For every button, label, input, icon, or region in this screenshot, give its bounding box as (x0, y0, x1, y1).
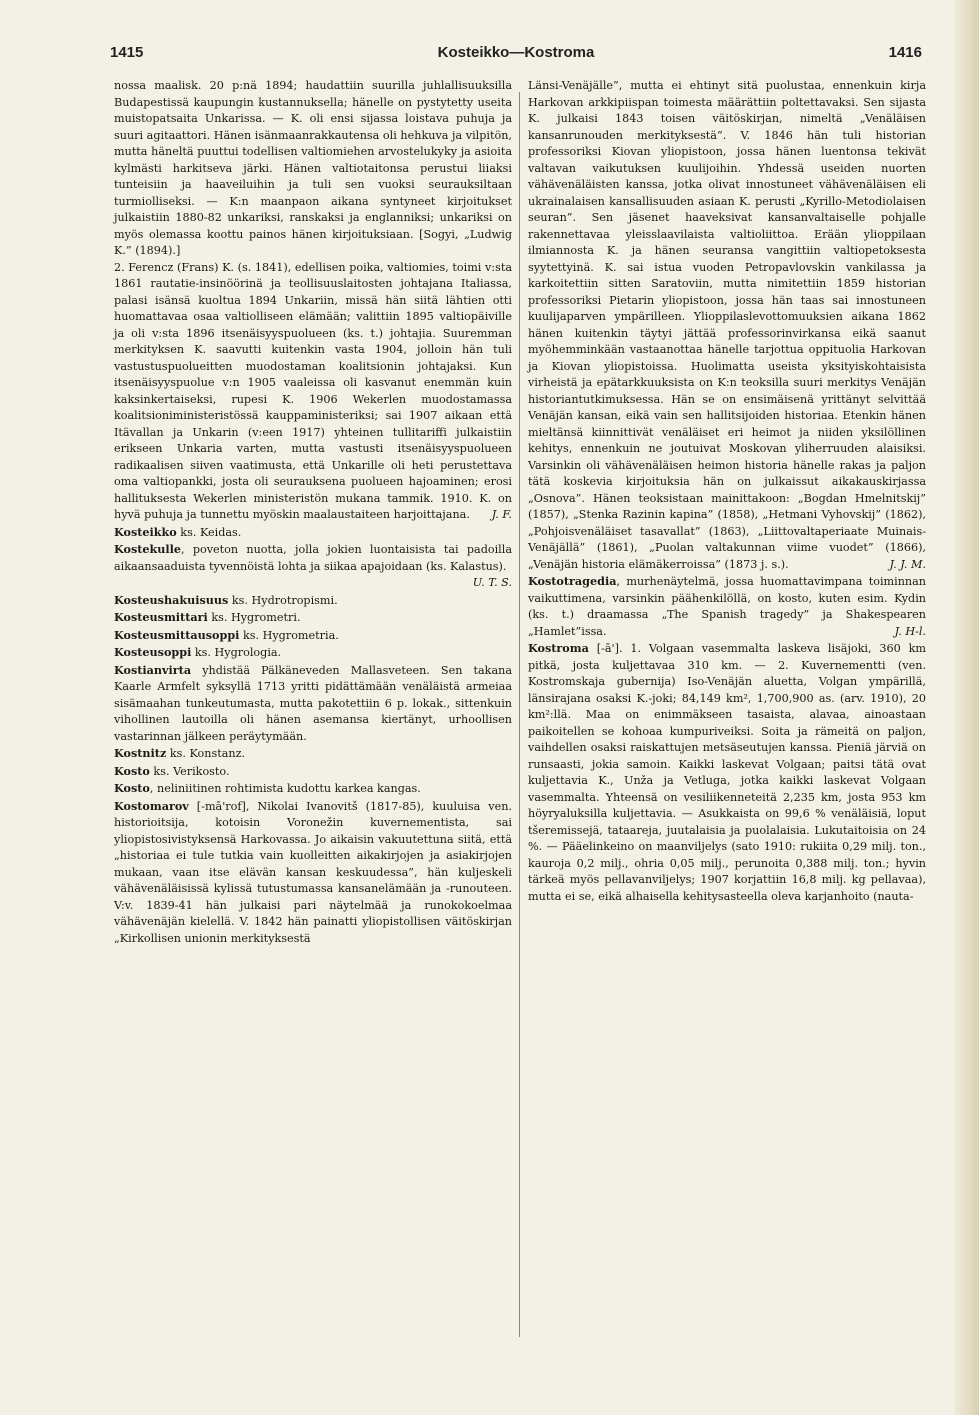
article-entry (114, 763, 512, 781)
entry-headword: Kostnitz (114, 746, 167, 760)
article-entry (114, 745, 512, 763)
article-entry (114, 644, 512, 662)
article-entry (114, 78, 512, 260)
author-signature: J. F. (491, 508, 512, 521)
entry-text: nossa maalisk. 20 p:nä 1894; haudattiin suurilla juhlallisuuksilla Budapestissä kaupungin kustannuksella; hänelle on pystytetty useita muistopatsaita Unkarissa. — K. oli ensi sijassa loistava puhuja ja suuri agitaattori. Hänen isänmaanrakkautensa oli hehkuva ja vilpitön, mutta häneltä puuttui todellisen valtiomiehen arvostelukyky ja asioita kylmästi harkitseva järki. Hänen valtiotaitonsa perustui liiaksi tunteisiin ja haaveiluihin ja tuli sen vuoksi seurauksiltaan turmiolliseksi. — K:n maanpaon aikana syntyneet kirjoitukset julkaistiin 1880-82 unkariksi, ranskaksi ja englanniksi; unkariksi on myös olemassa koottu painos hänen kirjoituksiaan. [Sogyi, „Ludwig K.” (1894).] (114, 79, 512, 257)
entry-text: ks. Keidas. (176, 525, 242, 539)
entry-headword: Kostroma (528, 641, 589, 655)
page-number-left: 1415 (110, 44, 144, 61)
entry-headword: Kosteusoppi (114, 645, 192, 659)
article-entry (528, 640, 926, 905)
article-entry (114, 541, 512, 592)
entry-text: , murhenäytelmä, jossa huomattavimpana toiminnan vaikuttimena, varsinkin päähenkilöllä, on kosto, kuten esim. Kydin (ks. t.) draamassa „The Spanish tragedy” ja Shakespearen „Hamlet”issa. (528, 575, 926, 638)
left-column (114, 78, 512, 947)
entry-headword: Kosto (114, 781, 150, 795)
entry-headword: Kosto (114, 763, 150, 778)
entry-headword: Kostomarov (114, 798, 189, 813)
entry-headword: Kosteushakuisuus (114, 592, 229, 607)
author-signature: J. J. M. (889, 557, 926, 571)
entry-headword: Kosteusmittari (114, 610, 208, 624)
entry-text: ks. Verikosto. (149, 764, 230, 778)
page-header (110, 44, 922, 66)
entry-text: ks. Hydrotropismi. (228, 593, 338, 607)
article-entry (114, 609, 512, 627)
author-signature: U. T. S. (472, 576, 512, 589)
entry-text: ks. Hygrologia. (191, 646, 282, 659)
entry-headword: Kostianvirta (114, 662, 192, 677)
page-edge (955, 0, 979, 1415)
article-entry (114, 524, 512, 542)
article-entry (528, 573, 926, 640)
column-divider (519, 92, 520, 1337)
article-entry (114, 260, 512, 524)
entry-text: yhdistää Pälkäneveden Mallasveteen. Sen takana Kaarle Armfelt syksyllä 1713 yritti pidättämään venäläistä armeiaa sisämaahan tunkeutumasta, mutta pakotettiin 6 p. lokak., sittenkuin vihollinen lautoilla oli hänen asemansa kiertänyt, urhoollisen vastarinnan jälkeen peräytymään. (114, 663, 512, 743)
entry-text: ks. Hygrometria. (239, 628, 339, 642)
entry-text: 2. Ferencz (Frans) K. (s. 1841), edellisen poika, valtiomies, toimi v:sta 1861 rautatie-insinöörinä ja teollisuuslaitosten johtajana Italiassa, palasi isänsä kuoltua 1894 Unkariin, missä hän siitä lähtien otti huomattavaa osaa valtiolliseen elämään; valittiin 1895 valtiopäiville ja oli v:sta 1896 itsenäisyyspuolueen (ks. t.) johtajia. Suuremman merkityksen K. saavutti kuitenkin vasta 1904, jolloin hän tuli vastustuspuolueitten muodostaman koalitsionin johtajaksi. Kun itsenäisyyspuolue v:n 1905 vaaleissa oli kasvanut enemmän kuin kaksinkertaiseksi, rupesi K. 1906 Wekerlen muodostamassa koalitsioniministeristössä kauppaministeriksi; sai 1907 aikaan että Itävallan ja Unkarin (v:een 1917) yhteinen tullitariffi julkaistiin erikseen Unkaria varten, mutta vastusti itsenäisyyspuolueen radikaalisen siiven vaatimusta, että Unkarille oli heti perustettava oma valtiopankki, josta oli seurauksena puolueen hajoaminen; erosi hallituksesta Wekerlen ministeristön mukana tammik. 1910. K. on hyvä puhuja ja tunnettu myöskin maalaustaiteen harjoittajana. (114, 260, 512, 521)
entry-text: [-ā']. 1. Volgaan vasemmalta laskeva lisäjoki, 360 km pitkä, josta kuljettavaa 310 km. — 2. Kuvernementti (ven. Kostromskaja gubernija) Iso-Venäjän aluetta, Volgan ympärillä, länsirajana osaksi K.-joki; 84,149 km², 1,700,900 as. (arv. 1910), 20 km²:llä. Maa on enimmäkseen tasaista, alavaa, ainoastaan paikoitellen se kohoaa kumpuriveiksi. Soita ja rämeitä on paljon, vaihdellen osaksi raiskattujen metsäseutujen kanssa. Pieniä järviä on runsaasti, jokia samoin. Kaikki laskevat Volgaan; paitsi tätä ovat kuljettavia K., Unža ja Vetluga, jotka kaikki laskevat Volgaan vasemmalta. Yhteensä on vesiliikenneteitä 2,235 km, josta 953 km höyryaluksilla kuljettavia. — Asukkaista on 99,6 % venäläisiä, loput tšeremissejä, tataareja, juutalaisia ja puolalaisia. Lukutaitoisia on 24 %. — Pääelinkeino on maanviljelys (sato 1910: rukiita 0,29 milj. ton., kauroja 0,2 milj., ohria 0,05 milj., perunoita 0,388 milj. ton.; hyvin tärkeä myös pellavanviljelys; 1907 korjattiin 16,8 milj. kg pellavaa), mutta ei se, eikä alhaisella kehitysasteella oleva karjanhoito (nauta- (528, 642, 926, 903)
entry-text: , neliniitinen rohtimista kudottu karkea kangas. (149, 782, 421, 795)
entry-text: , poveton nuotta, jolla jokien luontaisista tai padoilla aikaansaaduista tyvennöistä lohta ja siikaa apajoidaan (ks. Kalastus). (114, 543, 512, 573)
author-signature: J. H-l. (894, 624, 926, 638)
entry-headword: Kosteikko (114, 524, 177, 539)
article-entry (114, 592, 512, 610)
right-column (528, 78, 926, 905)
entry-text: Länsi-Venäjälle”, mutta ei ehtinyt sitä puolustaa, ennenkuin kirja Harkovan arkkipiispan toimesta määrättiin poltettavaksi. Sen sijasta K. julkaisi 1843 toisen väitöskirjan, nimeltä „Venäläisen kansanrunouden merkityksestä”. V. 1846 hän tuli historian professoriksi Kiovan yliopistoon, jossa hänen luentonsa tekivät valtavan vaikutuksen kuulijoihin. Yhdessä useiden nuorten vähävenäläisten kanssa, jotka olivat innostuneet vähävenäläisen eli ukrainalaisen kansallisuuden asiaan K. perusti „Kyrillo-Metodiolaisen seuran”. Sen jäsenet haaveksivat kansanvaltaiselle pohjalle rakennettavaa yleisslaavilaista valtioliittoa. Erään ylioppilaan ilmiannosta K. ja hänen seuransa vangittiin valtiopetoksesta syytettyinä. K. sai istua vuoden Petropavlovskin vankilassa ja karkoitettiin sitten Saratoviin, mutta nimitettiin 1859 historian professoriksi Pietarin yliopistoon, jossa hän taas sai innostuneen kuulijaparven ympärilleen. Ylioppilaslevottomuuksien aikana 1862 hänen kuitenkin täytyi jättää professorinvirkansa eikä saanut myöhemminkään vastaanottaa hänelle tarjottua oppituolia Harkovan ja Kiovan yliopistoissa. Huolimatta useista yksityiskohtaisista virheistä ja epätarkkuuksista on K:n teoksilla suuri merkitys Venäjän historiantutkimuksessa. Hän se on ensimäisenä yrittänyt selvittää Venäjän kansan, eikä vain sen hallitsijoiden historiaa. Etenkin hänen mieltänsä kiinnittivät venäläiset eri heimot ja niiden yksilöllinen kehitys, ennenkuin ne joutuivat Moskovan yliherruuden alaisiksi. Varsinkin oli vähävenäläisen heimon historia hänelle rakas ja paljon tätä koskevia kirjoituksia hän on julkaissut aikakauskirjassa „Osnova”. Hänen teoksistaan mainittakoon: „Bogdan Hmelnitskij” (1857), „Stenka Razinin kapina” (1858), „Hetmani Vyhovskij” (1862), „Pohjoisvenäläiset tasavallat” (1863), „Liittovaltaperiaate Muinais-Venäjällä” (1861), „Puolan valtakunnan viime vuodet” (1866), „Venäjän historia elämäkerroissa” (1873 j. s.). (528, 79, 926, 571)
entry-headword: Kostotragedia (528, 574, 617, 588)
article-entry (114, 662, 512, 746)
page-number-right: 1416 (888, 44, 922, 61)
article-entry (114, 627, 512, 645)
article-entry (114, 780, 512, 798)
entry-headword: Kostekulle (114, 542, 182, 556)
entry-text: ks. Hygrometri. (207, 611, 301, 624)
entry-text: ks. Konstanz. (166, 747, 246, 760)
article-entry (114, 798, 512, 948)
article-entry (528, 78, 926, 573)
running-title: Kosteikko—Kostroma (437, 44, 595, 61)
entry-headword: Kosteusmittausoppi (114, 627, 240, 642)
entry-text: [-mā'rof], Nikolai Ivanovitš (1817-85), kuuluisa ven. historioitsija, kotoisin Voronežin kuvernementista, sai yliopistosivistyksensä Harkovassa. Jo aikaisin vakuutettuna siitä, että „historiaa ei tule tutkia vain kuolleitten aikakirjojen ja asiakirjojen mukaan, vaan itse elävän kansan keskuudessa”, hän kuljeskeli vähävenäläisissä kylissä tutustumassa kansanelämään ja -runouteen. V:v. 1839-41 hän julkaisi pari näytelmää ja runokokoelmaa vähävenäjän kielellä. V. 1842 hän painatti yliopistollisen väitöskirjan „Kirkollisen unionin merkityksestä (114, 799, 512, 945)
